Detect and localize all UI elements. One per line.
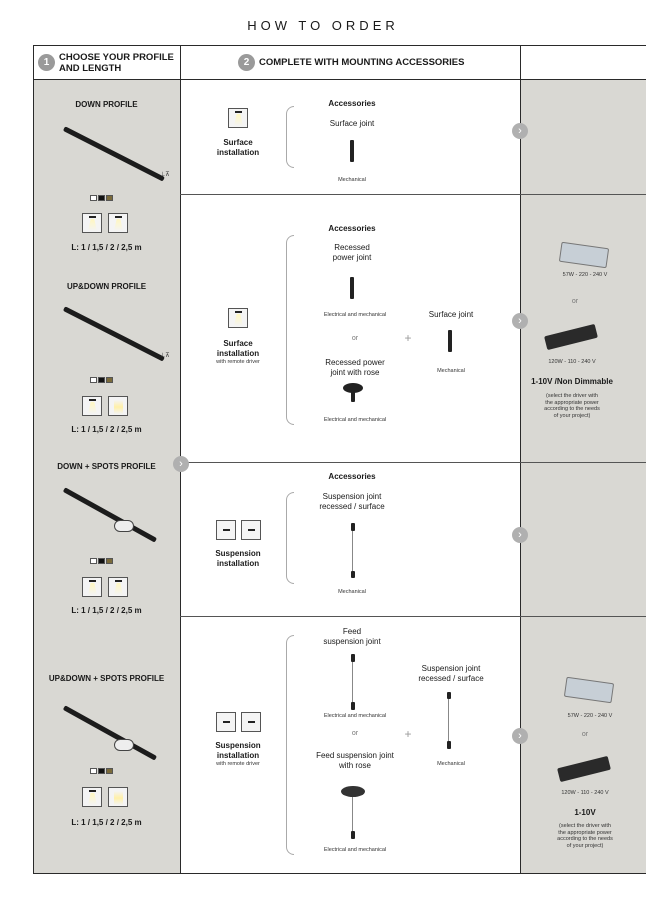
step1-label	[59, 52, 174, 74]
section-icon: ⊥⊼	[160, 172, 170, 178]
surface-joint-label: Surface joint	[329, 119, 375, 128]
suspension-joint-bottom-image	[351, 571, 355, 578]
electrical-note: Electrical and mechanical	[323, 312, 387, 318]
color-swatches	[90, 195, 113, 201]
plus-icon: +	[404, 727, 412, 741]
driver-note: (select the driver with the appropriate power according to the needs of your project)	[557, 823, 613, 849]
recessed-power-joint-image	[350, 277, 354, 299]
color-swatches	[90, 768, 113, 774]
row-divider-2	[180, 462, 646, 463]
length-label: L: 1 / 1,5 / 2 / 2,5 m	[71, 425, 142, 434]
suspension-joint-label: Suspension joint recessed / surface	[319, 492, 385, 511]
profile-name-updown: UP&DOWN PROFILE	[66, 282, 147, 291]
suspension-install-icon	[241, 520, 261, 540]
brace	[286, 106, 294, 168]
driver-note: (select the driver with the appropriate power according to the needs of your project)	[544, 393, 600, 419]
accessories-heading: Accessories	[328, 99, 376, 108]
install-label: Surface installation	[216, 138, 260, 157]
rose-joint-image	[351, 390, 355, 402]
suspension-wire-image	[352, 531, 353, 571]
profile-name-down: DOWN PROFILE	[75, 100, 138, 109]
plus-icon: +	[404, 331, 412, 345]
step1-label-line2: AND LENGTH	[59, 63, 122, 74]
surface-install-icon	[228, 308, 248, 328]
color-swatches	[90, 377, 113, 383]
driver-column	[520, 80, 646, 874]
downlight-icon	[108, 213, 128, 233]
driver-57w-label: 57W - 220 - 240 V	[562, 272, 608, 278]
recessed-power-joint-rose-label: Recessed power joint with rose	[325, 358, 385, 377]
suspension-joint-label: Suspension joint recessed / surface	[418, 664, 484, 683]
brace	[286, 492, 294, 584]
install-label: Suspension installation	[215, 549, 261, 568]
suspension-install-icon	[241, 712, 261, 732]
step1-number: 1	[38, 54, 55, 71]
suspension-joint-top-image	[351, 523, 355, 531]
downlight-icon	[82, 213, 102, 233]
profile-name-down-spots: DOWN + SPOTS PROFILE	[57, 462, 156, 471]
section-icon: ⊥⊼	[160, 353, 170, 359]
electrical-note: Electrical and mechanical	[323, 713, 387, 719]
driver-120w-label: 120W - 110 - 240 V	[548, 359, 596, 365]
suspension-wire-image	[448, 699, 449, 741]
spot-image	[114, 520, 134, 532]
driver-120w-label: 120W - 110 - 240 V	[561, 790, 609, 796]
surface-joint-image	[448, 330, 452, 352]
suspension-joint-bottom-image	[447, 741, 451, 749]
step1-label-line1: CHOOSE YOUR PROFILE	[59, 52, 174, 63]
next-arrow-icon[interactable]: ›	[173, 456, 189, 472]
suspension-install-icon	[216, 520, 236, 540]
frame-left	[33, 45, 34, 874]
install-label: Suspension installation	[215, 741, 261, 760]
profile-name-updown-spots: UP&DOWN + SPOTS PROFILE	[48, 674, 165, 683]
feed-suspension-joint-label: Feed suspension joint	[323, 627, 381, 646]
surface-install-icon	[228, 108, 248, 128]
rose-image	[341, 786, 365, 797]
length-label: L: 1 / 1,5 / 2 / 2,5 m	[71, 818, 142, 827]
spot-image	[114, 739, 134, 751]
install-note: with remote driver	[216, 359, 260, 365]
updownlight-icon	[82, 787, 102, 807]
or-label: or	[581, 731, 589, 738]
next-arrow-icon[interactable]: ›	[512, 313, 528, 329]
next-arrow-icon[interactable]: ›	[512, 123, 528, 139]
dimming-label: 1-10V /Non Dimmable	[531, 377, 613, 386]
page-title: HOW TO ORDER	[247, 18, 399, 33]
surface-joint-label: Surface joint	[428, 310, 474, 319]
electrical-note: Electrical and mechanical	[323, 417, 387, 423]
feed-joint-top-image	[351, 654, 355, 662]
feed-suspension-rose-label: Feed suspension joint with rose	[316, 751, 394, 770]
accessories-heading: Accessories	[328, 224, 376, 233]
accessories-heading: Accessories	[328, 472, 376, 481]
electrical-note: Electrical and mechanical	[323, 847, 387, 853]
next-arrow-icon[interactable]: ›	[512, 728, 528, 744]
downlight-icon	[108, 577, 128, 597]
install-label: Surface installation	[216, 339, 260, 358]
mechanical-note: Mechanical	[338, 177, 366, 183]
or-label: or	[571, 298, 579, 305]
suspension-install-icon	[216, 712, 236, 732]
updownlight-icon	[108, 396, 128, 416]
brace	[286, 235, 294, 425]
frame-divider-2	[520, 45, 521, 874]
mechanical-note: Mechanical	[437, 368, 465, 374]
color-swatches	[90, 558, 113, 564]
rose-joint-image	[351, 831, 355, 839]
feed-wire-image	[352, 662, 353, 702]
driver-57w-label: 57W - 220 - 240 V	[567, 713, 613, 719]
step2-number: 2	[238, 54, 255, 71]
mechanical-note: Mechanical	[338, 589, 366, 595]
brace	[286, 635, 294, 855]
frame-header-bottom	[33, 79, 646, 80]
or-label: or	[351, 335, 359, 342]
row-divider-1	[180, 194, 646, 195]
frame-top	[33, 45, 646, 46]
surface-joint-image	[350, 140, 354, 162]
row-divider-3	[180, 616, 646, 617]
install-note: with remote driver	[216, 761, 260, 767]
step2-label: COMPLETE WITH MOUNTING ACCESSORIES	[259, 57, 465, 68]
frame-bottom	[33, 873, 646, 874]
recessed-power-joint-label: Recessed power joint	[332, 243, 372, 262]
downlight-icon	[82, 577, 102, 597]
feed-joint-bottom-image	[351, 702, 355, 710]
length-label: L: 1 / 1,5 / 2 / 2,5 m	[71, 606, 142, 615]
updownlight-icon	[82, 396, 102, 416]
mechanical-note: Mechanical	[437, 761, 465, 767]
rose-wire-image	[352, 797, 353, 831]
or-label: or	[351, 730, 359, 737]
suspension-joint-top-image	[447, 692, 451, 699]
dimming-label: 1-10V	[574, 808, 596, 817]
next-arrow-icon[interactable]: ›	[512, 527, 528, 543]
length-label: L: 1 / 1,5 / 2 / 2,5 m	[71, 243, 142, 252]
updownlight-icon	[108, 787, 128, 807]
